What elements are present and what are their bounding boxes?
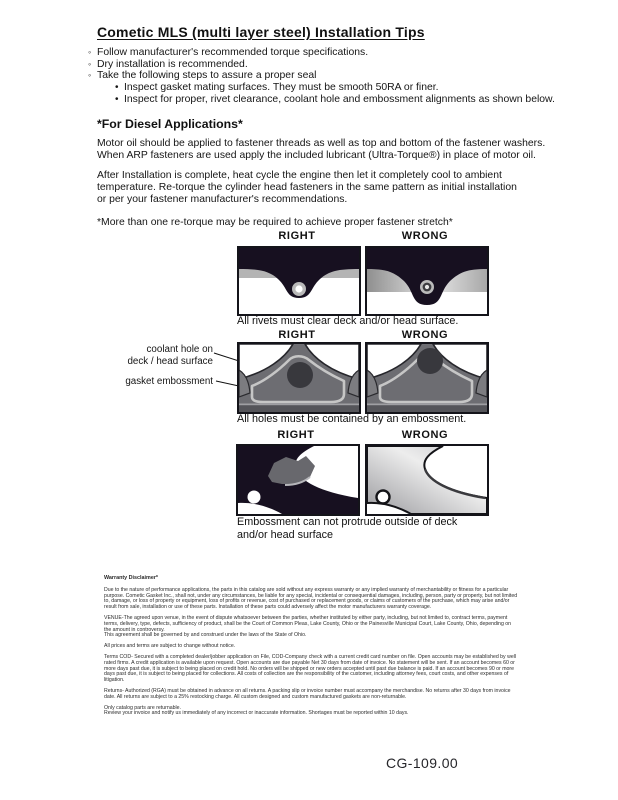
embossment-caption	[237, 516, 457, 541]
paragraph-line: temperature. Re-torque the cylinder head fasteners in the same pattern as initial installation	[97, 182, 517, 194]
installation-tips-list	[88, 47, 555, 106]
paragraph-line: Motor oil should be applied to fastener threads as well as top and bottom of the fastener washers.	[97, 137, 546, 149]
paragraph-line: When ARP fasteners are used apply the included lubricant (Ultra-Torque®) in place of motor oil.	[97, 149, 536, 161]
rivets-right-label: RIGHT	[278, 230, 316, 242]
label-line: coolant hole on	[146, 344, 213, 355]
warranty-heading: Warranty Disclaimer*	[104, 575, 159, 581]
diesel-paragraph-1	[97, 138, 545, 162]
holes-right-label: RIGHT	[278, 329, 316, 341]
hole-contained-diagram	[239, 344, 359, 412]
rivet-touch-diagram	[367, 248, 487, 314]
caption-line: and/or head surface	[237, 528, 334, 541]
hole-right-panel	[237, 342, 361, 414]
diesel-paragraph-2	[97, 170, 545, 205]
hole-wrong-panel	[365, 342, 489, 414]
prices-terms-line: All prices and terms are subject to change without notice.	[104, 643, 236, 650]
terms-cod-paragraph: Terms COD- Secured with a completed dealer/jobber application on File, COD-Company check with a current credit card number on file. Open accounts may be established by well rated firms. A credit application is available upon request. Open accounts are due payable Net 30 days from date of invoice. No statement will be sent. If an account becomes 60 or more days past due, it is subject to being placed on credit hold. No orders will be shipped or new orders accepted until past due balance is paid. If an account becomes 90 or more days past due, it is subject to being placed for collections. All costs of collection are the responsibility of the customer, including attorney fees, court costs, and other expenses of litigation.	[104, 653, 517, 684]
tip-item	[115, 94, 555, 106]
rivets-wrong-label: WRONG	[401, 230, 449, 242]
warranty-paragraph: Due to the nature of performance applications, the parts in this catalog are sold without any express warranty or any implied warranty of merchantability or fitness for a particular purpose. Cometic Gasket Inc., shall not, under any circumstances, be liable for any special, incidental or consequential damages, including, person, party or property, but not limited to, damage, or loss of property or equipment, loss of profits or revenue, cost of purchased or replacement goods, or claims of customers of the purchase, which may arise and/or result from sale, installation or use of these parts. Installation of these parts could adversely affect the motor manufacturers warranty coverage.	[104, 586, 518, 611]
rivet-clear-diagram	[239, 248, 359, 314]
diesel-heading: *For Diesel Applications*	[97, 117, 243, 131]
bullet-marker: ◦	[88, 47, 92, 57]
tip-text: Inspect for proper, rivet clearance, coolant hole and embossment alignments as shown below.	[124, 93, 555, 105]
catalog-parts-line: Only catalog parts are returnable.	[104, 704, 181, 711]
embossment-contained-diagram	[238, 446, 358, 514]
tip-text: Dry installation is recommended.	[97, 58, 248, 70]
embossment-right-panel	[236, 444, 360, 516]
venue-paragraph: VENUE-The agreed upon venue, in the event of dispute whatsoever between the parties, whether instituted by either party, including, but not limited to, contract terms, payment terms, delivery, type, defects, sufficiency of product, shall be the Court of Common Pleas, Lake County, Ohio or the Painesville Municipal Court, Lake County, Ohio, depending on the amount in controversy.	[104, 614, 512, 633]
review-invoice-line: Review your invoice and notify us immediately of any incorrect or inaccurate information. Shortages must be reported within 10 days.	[104, 710, 409, 717]
tip-text: Inspect gasket mating surfaces. They must be smooth 50RA or finer.	[124, 82, 439, 94]
page-code: CG-109.00	[386, 755, 459, 771]
embossment-right-label: RIGHT	[277, 429, 315, 441]
bullet-marker: ◦	[88, 70, 92, 81]
gasket-embossment-label: gasket embossment	[125, 376, 213, 387]
tip-text: Take the following steps to assure a proper seal	[97, 70, 317, 82]
tip-item	[88, 70, 555, 82]
warranty-disclaimer-section	[104, 576, 518, 722]
tip-text: Follow manufacturer's recommended torque specifications.	[97, 47, 369, 58]
bullet-marker: ◦	[88, 58, 92, 69]
rivets-caption: All rivets must clear deck and/or head surface.	[237, 315, 459, 327]
diesel-applications-section	[97, 119, 545, 229]
bullet-marker: •	[115, 82, 119, 94]
holes-caption: All holes must be contained by an embossment.	[237, 413, 467, 425]
returns-paragraph: Returns- Authorized (RGA) must be obtained in advance on all returns. A packing slip or invoice number must accompany the merchandise. No returns after 30 days from invoice date. All returns are subject to a 25% restocking charge. All custom designed and custom manufactured gaskets are non-returnable.	[104, 687, 511, 700]
embossment-protrude-diagram	[367, 446, 487, 514]
retorque-note: *More than one re-torque may be required to achieve proper fastener stretch*	[97, 216, 453, 228]
rivet-right-panel	[237, 246, 361, 316]
holes-wrong-label: WRONG	[401, 329, 449, 341]
tip-item	[88, 59, 555, 71]
paragraph-line: or per your fastener manufacturer's recommendations.	[97, 193, 348, 205]
governing-law-line: This agreement shall be governed by and construed under the laws of the State of Ohio.	[104, 632, 307, 639]
page-title: Cometic MLS (multi layer steel) Installation Tips	[97, 24, 425, 40]
hole-outside-diagram	[367, 344, 487, 412]
caption-line: Embossment can not protrude outside of deck	[237, 516, 458, 528]
bullet-marker: •	[115, 93, 119, 105]
coolant-hole-label	[95, 344, 213, 368]
tip-item	[88, 47, 555, 59]
label-line: deck / head surface	[127, 356, 213, 367]
rivet-wrong-panel	[365, 246, 489, 316]
tip-item	[115, 82, 555, 94]
embossment-wrong-label: WRONG	[401, 429, 449, 441]
paragraph-line: After Installation is complete, heat cycle the engine then let it completely cool to ambient	[97, 170, 502, 182]
embossment-wrong-panel	[365, 444, 489, 516]
